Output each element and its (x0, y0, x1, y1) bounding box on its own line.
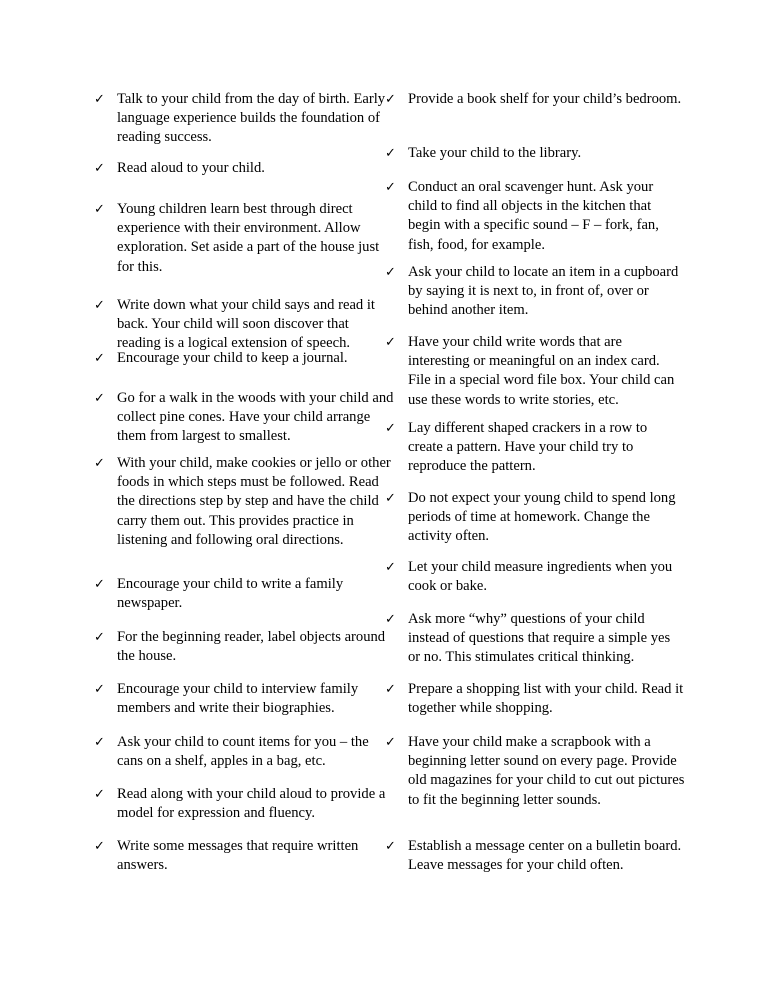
tip-text: For the beginning reader, label objects around the house. (117, 629, 386, 665)
tip-text: Read along with your child aloud to provide a model for expression and fluency. (117, 786, 386, 822)
checkmark-icon: ✓ (94, 391, 105, 406)
tip-item (385, 837, 685, 875)
tip-item (385, 558, 685, 596)
checkmark-icon: ✓ (94, 202, 105, 217)
checkmark-icon: ✓ (94, 787, 105, 802)
tip-text: Ask your child to count items for you – the cans on a shelf, apples in a bag, etc. (117, 734, 369, 770)
checkmark-icon: ✓ (385, 560, 396, 575)
checkmark-icon: ✓ (385, 735, 396, 750)
tip-text: Prepare a shopping list with your child. Read it together while shopping. (408, 681, 684, 717)
checkmark-icon: ✓ (385, 612, 396, 627)
tip-item (385, 419, 685, 477)
checkmark-icon: ✓ (94, 735, 105, 750)
checkmark-icon: ✓ (94, 630, 105, 645)
checkmark-icon: ✓ (94, 577, 105, 592)
tip-text: Do not expect your young child to spend long periods of time at homework. Change the activity often. (408, 490, 676, 545)
tip-text: Encourage your child to keep a journal. (117, 350, 348, 366)
checkmark-icon: ✓ (385, 265, 396, 280)
checkmark-icon: ✓ (94, 351, 105, 366)
tip-text: Conduct an oral scavenger hunt. Ask your child to find all objects in the kitchen that begin with a specific sound – F – fork, fan, fish, food, for example. (408, 179, 659, 253)
tip-item (94, 159, 394, 178)
tip-item (385, 144, 685, 163)
tip-item (385, 680, 685, 718)
tip-text: Establish a message center on a bulletin board. Leave messages for your child often. (408, 838, 682, 874)
checkmark-icon: ✓ (385, 421, 396, 436)
tip-item (94, 785, 394, 823)
tip-item (94, 389, 394, 447)
tip-text: Take your child to the library. (408, 145, 582, 161)
tip-item (385, 263, 685, 321)
tip-item (94, 628, 394, 666)
tip-item (94, 837, 394, 875)
checkmark-icon: ✓ (385, 335, 396, 350)
checkmark-icon: ✓ (94, 456, 105, 471)
tip-text: Write down what your child says and read it back. Your child will soon discover that reading is a logical extension of speech. (117, 297, 375, 352)
tip-item (385, 489, 685, 547)
checkmark-icon: ✓ (94, 92, 105, 107)
tip-text: With your child, make cookies or jello or other foods in which steps must be followed. Read the directions step by step and have the child carry them out. This provides practice in listening and following oral directions. (117, 455, 391, 548)
tip-text: Ask your child to locate an item in a cupboard by saying it is next to, in front of, over or behind another item. (408, 264, 679, 319)
checkmark-icon: ✓ (385, 491, 396, 506)
checkmark-icon: ✓ (385, 92, 396, 107)
tip-item (94, 733, 394, 771)
tip-text: Go for a walk in the woods with your child and collect pine cones. Have your child arrange them from largest to smallest. (117, 390, 394, 445)
checkmark-icon: ✓ (385, 180, 396, 195)
tip-text: Read aloud to your child. (117, 160, 265, 176)
tip-item (385, 333, 685, 410)
tip-text: Have your child write words that are interesting or meaningful on an index card. File in a special word file box. Your child can use these words to write stories, etc. (408, 334, 675, 408)
tip-item (94, 680, 394, 718)
tip-text: Write some messages that require written answers. (117, 838, 359, 874)
checkmark-icon: ✓ (94, 839, 105, 854)
tip-item (385, 733, 685, 810)
tip-text: Let your child measure ingredients when you cook or bake. (408, 559, 673, 595)
tip-item (385, 178, 685, 255)
tip-text: Young children learn best through direct experience with their environment. Allow exploration. Set aside a part of the house just for this. (117, 201, 380, 275)
tip-text: Talk to your child from the day of birth. Early language experience builds the foundation of reading success. (117, 91, 386, 146)
tip-item (385, 610, 685, 668)
checkmark-icon: ✓ (385, 682, 396, 697)
tip-item (94, 296, 394, 354)
tip-text: Encourage your child to interview family members and write their biographies. (117, 681, 359, 717)
tip-item (94, 454, 394, 550)
tip-text: Have your child make a scrapbook with a beginning letter sound on every page. Provide old magazines for your child to cut out pictures to fit the beginning letter sounds. (408, 734, 685, 808)
checkmark-icon: ✓ (385, 146, 396, 161)
checkmark-icon: ✓ (94, 161, 105, 176)
checkmark-icon: ✓ (94, 298, 105, 313)
tip-item (385, 90, 685, 109)
tip-text: Provide a book shelf for your child’s bedroom. (408, 91, 682, 107)
tip-text: Lay different shaped crackers in a row to create a pattern. Have your child try to reproduce the pattern. (408, 420, 648, 475)
tip-text: Encourage your child to write a family newspaper. (117, 576, 344, 612)
tip-item (94, 575, 394, 613)
tip-item (94, 200, 394, 277)
checkmark-icon: ✓ (385, 839, 396, 854)
tip-item (94, 90, 394, 148)
checkmark-icon: ✓ (94, 682, 105, 697)
tip-text: Ask more “why” questions of your child instead of questions that require a simple yes or no. This stimulates critical thinking. (408, 611, 671, 666)
tip-item (94, 349, 394, 368)
